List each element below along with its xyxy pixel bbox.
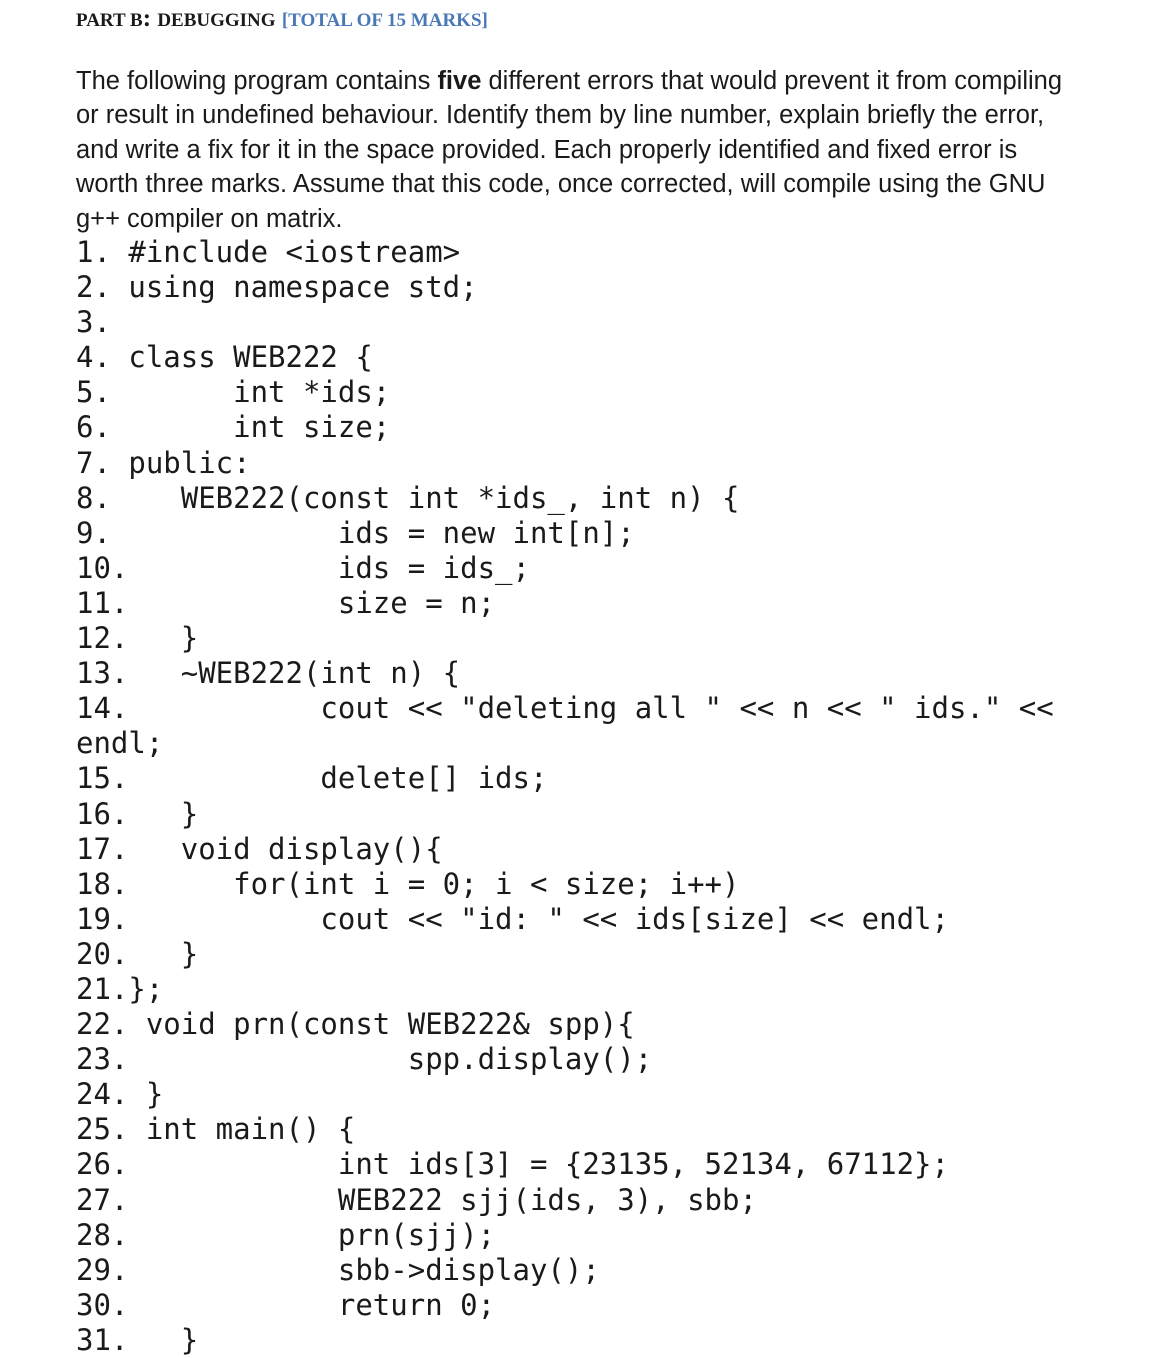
code-line: 8. WEB222(const int *ids_, int n) { [76,480,740,515]
section-title: DEBUGGING [157,10,276,31]
code-line: 7. public: [76,445,251,480]
marks-label: [TOTAL OF 15 MARKS] [281,10,488,31]
code-line: 27. WEB222 sjj(ids, 3), sbb; [76,1182,757,1217]
code-line: 30. return 0; [76,1287,496,1322]
instructions-bold-word: five [437,67,482,95]
code-line: 11. size = n; [76,585,496,620]
code-line: 13. ~WEB222(int n) { [76,656,461,691]
code-line: 14. cout << "deleting all " << n << " ids." << [76,691,1054,726]
code-line: 18. for(int i = 0; i < size; i++) [76,866,740,901]
code-line: 1. #include <iostream> [76,235,461,269]
code-line: 28. prn(sjj); [76,1217,496,1252]
section-heading: PART B: DEBUGGING [TOTAL OF 15 MARKS] [76,5,488,32]
code-line: 16. } [76,796,199,831]
code-listing [76,235,1054,1358]
part-label: PART B [76,10,143,31]
code-line: 17. void display(){ [76,831,443,866]
code-line: 29. sbb->display(); [76,1252,600,1287]
code-line: 21.}; [76,971,164,1006]
code-line: 22. void prn(const WEB222& spp){ [76,1007,635,1042]
code-line: endl; [76,726,164,761]
instructions-text-1: The following program contains [76,67,438,95]
code-line: 24. } [76,1077,164,1112]
code-line: 12. } [76,621,199,656]
code-line: 31. } [76,1322,199,1357]
code-line: 23. spp.display(); [76,1042,653,1077]
code-line: 4. class WEB222 { [76,340,373,375]
code-line: 19. cout << "id: " << ids[size] << endl; [76,901,949,936]
code-line: 3. [76,305,111,340]
instructions-paragraph [76,64,1076,236]
code-line: 20. } [76,936,199,971]
code-line: 25. int main() { [76,1112,356,1147]
code-line: 2. using namespace std; [76,270,478,305]
code-line: 15. delete[] ids; [76,761,548,796]
code-line: 9. ids = new int[n]; [76,515,635,550]
code-line: 10. ids = ids_; [76,550,530,585]
instructions-text-2: different errors that would prevent it from compiling or result in undefined behaviour. Identify them by line number, explain briefly the error, and write a fix for it in the space provided. Each properly identified and fixed error is worth three marks. Assume that this code, once corrected, will compile using the GNU g++ compiler on matrix. [76,67,1063,233]
code-line: 5. int *ids; [76,375,391,410]
code-line: 26. int ids[3] = {23135, 52134, 67112}; [76,1147,949,1182]
code-line: 6. int size; [76,410,391,445]
